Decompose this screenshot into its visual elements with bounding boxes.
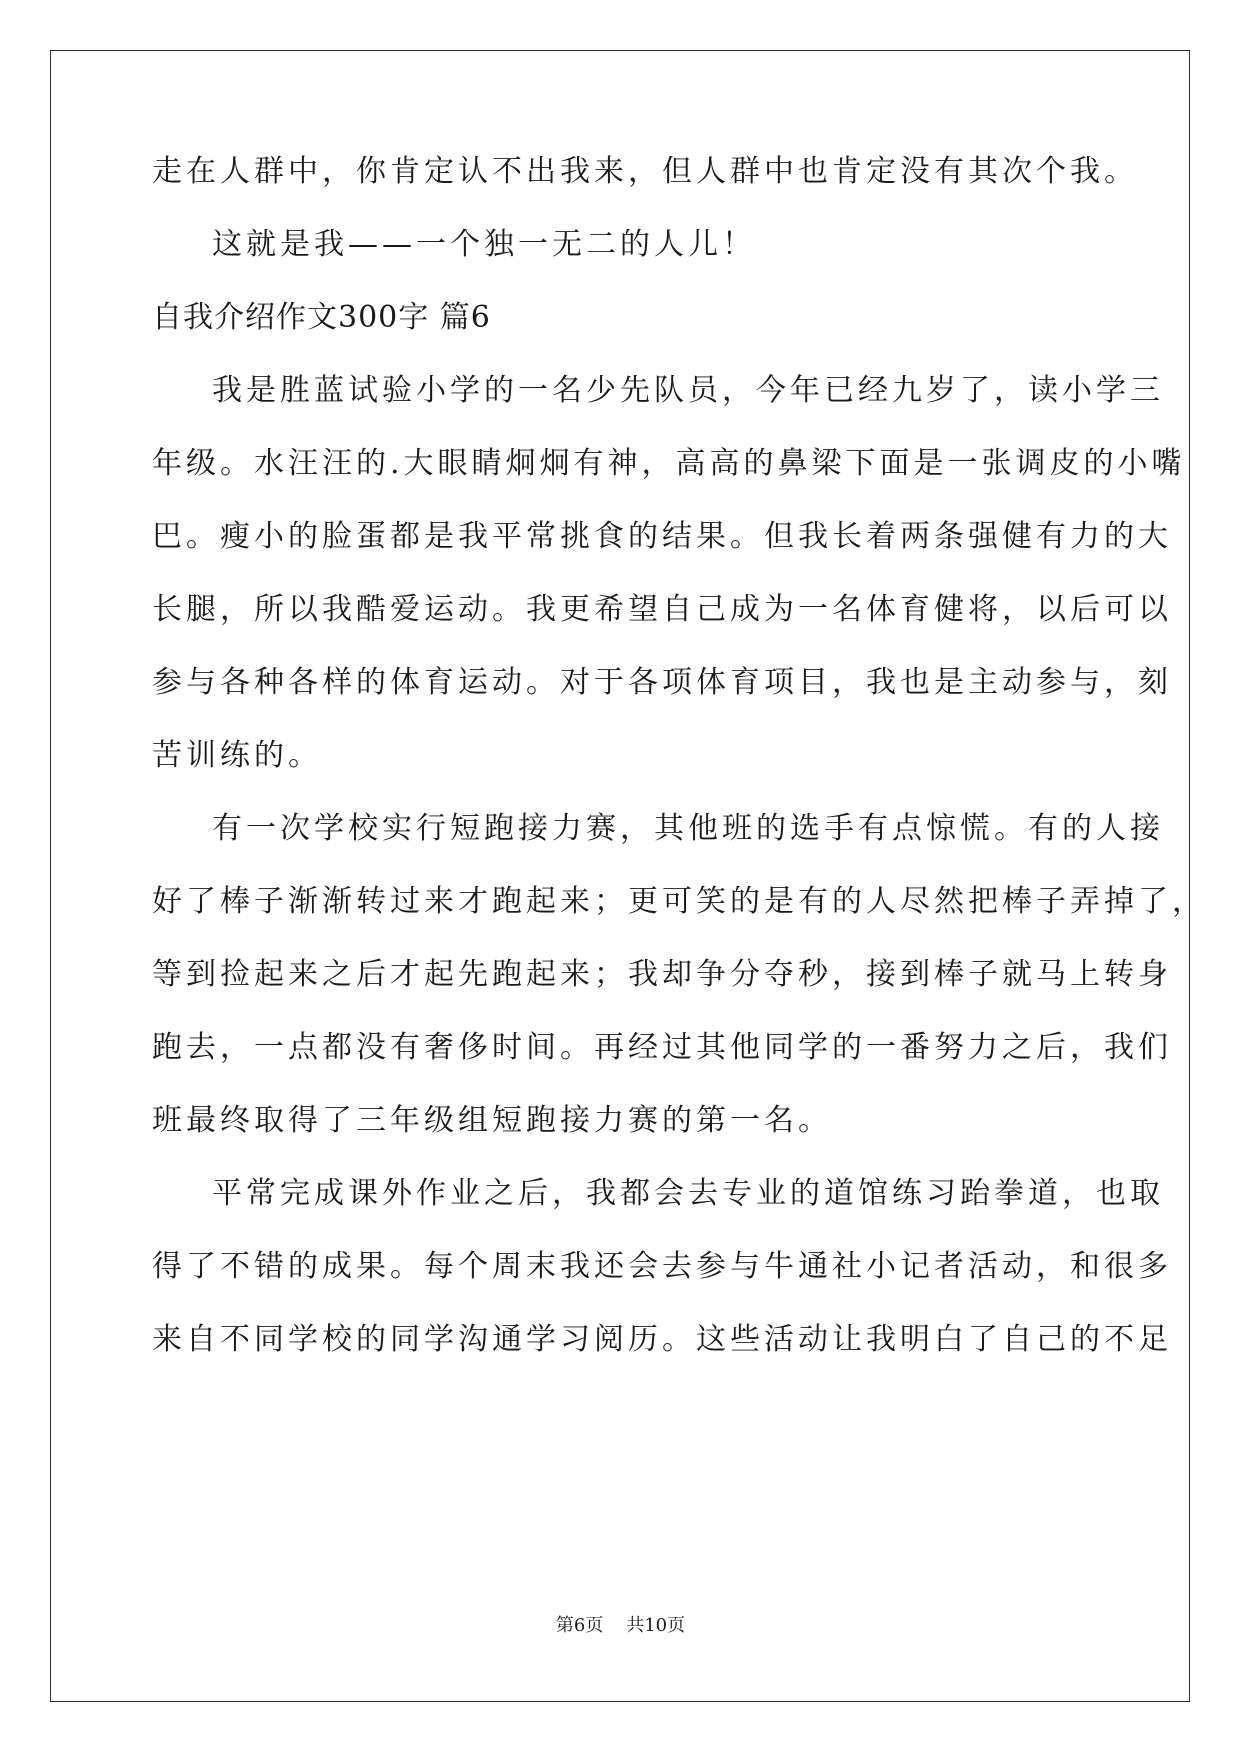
page-number-footer: 第6页 共10页: [555, 1615, 686, 1636]
paragraph-line: 这就是我——一个独一无二的人儿！: [212, 227, 756, 262]
paragraph-line: 有一次学校实行短跑接力赛，其他班的选手有点惊慌。有的人接: [212, 811, 1164, 846]
paragraph-line: 平常完成课外作业之后，我都会去专业的道馆练习跆拳道，也取: [212, 1176, 1164, 1211]
paragraph-line: 跑去，一点都没有奢侈时间。再经过其他同学的一番努力之后，我们: [152, 1030, 1172, 1065]
paragraph-line: 走在人群中，你肯定认不出我来，但人群中也肯定没有其次个我。: [152, 154, 1138, 189]
paragraph-line: 得了不错的成果。每个周末我还会去参与牛通社小记者活动，和很多: [152, 1249, 1172, 1284]
paragraph-line: 班最终取得了三年级组短跑接力赛的第一名。: [152, 1103, 832, 1138]
paragraph-line: 巴。瘦小的脸蛋都是我平常挑食的结果。但我长着两条强健有力的大: [152, 519, 1172, 554]
paragraph-line: 等到捡起来之后才起先跑起来；我却争分夺秒，接到棒子就马上转身: [152, 957, 1172, 992]
paragraph-line: 来自不同学校的同学沟通学习阅历。这些活动让我明白了自己的不足: [152, 1322, 1172, 1357]
paragraph-line: 长腿，所以我酷爱运动。我更希望自己成为一名体育健将，以后可以: [152, 592, 1172, 627]
paragraph-line: 年级。水汪汪的.大眼睛炯炯有神，高高的鼻梁下面是一张调皮的小嘴: [152, 446, 1186, 481]
paragraph-line: 我是胜蓝试验小学的一名少先队员，今年已经九岁了，读小学三: [212, 373, 1164, 408]
section-heading: 自我介绍作文300字 篇6: [152, 300, 491, 335]
paragraph-line: 好了棒子渐渐转过来才跑起来；更可笑的是有的人尽然把棒子弄掉了，: [152, 884, 1206, 919]
paragraph-line: 参与各种各样的体育运动。对于各项体育项目，我也是主动参与，刻: [152, 665, 1172, 700]
paragraph-line: 苦训练的。: [152, 738, 322, 773]
